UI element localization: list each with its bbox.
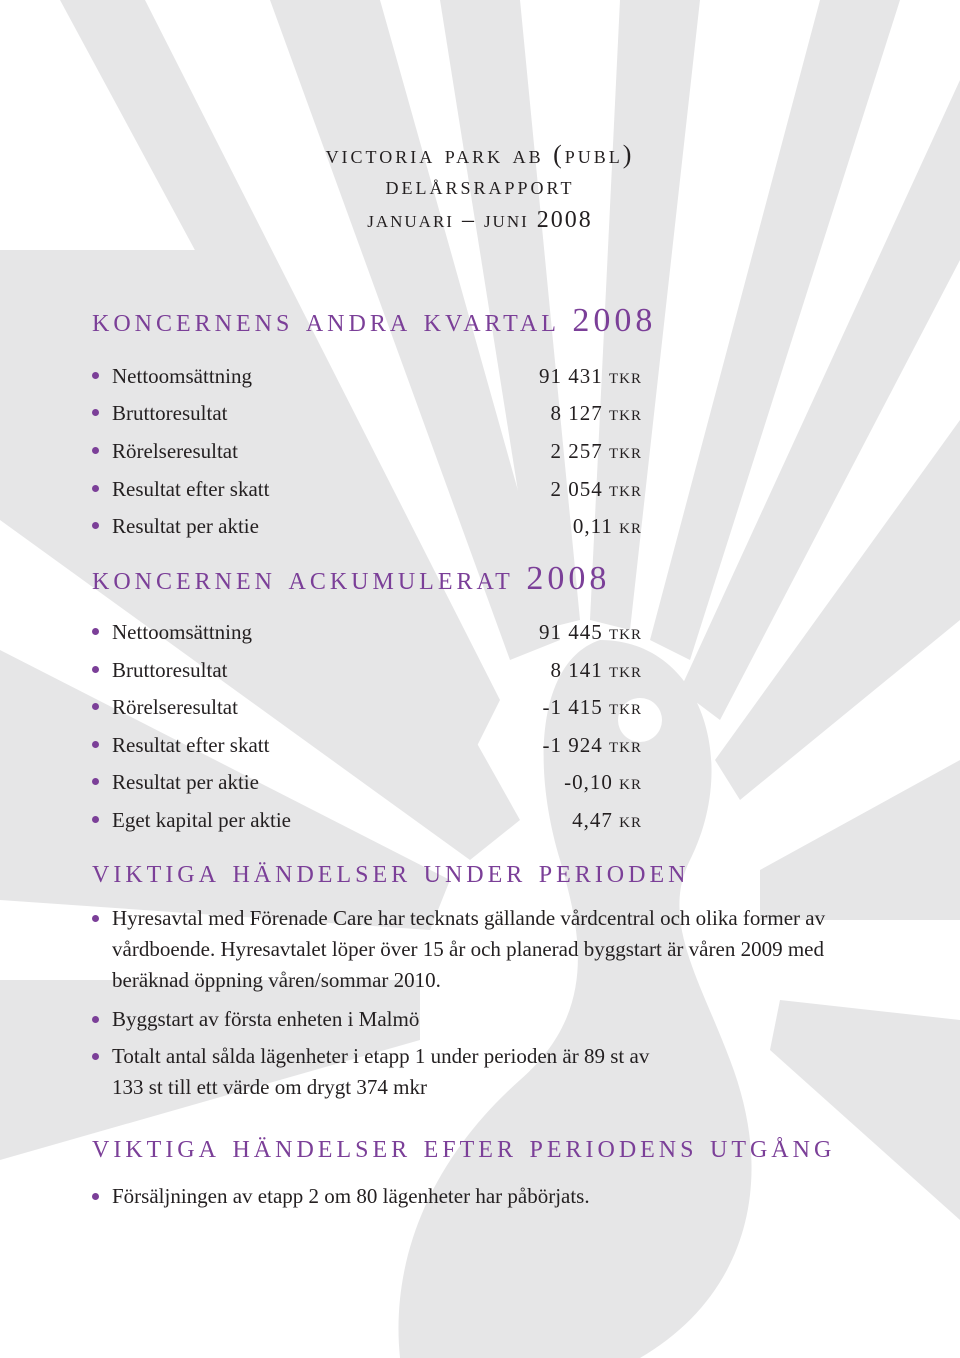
report-period: januari – juni 2008 <box>367 207 593 233</box>
bullet-icon <box>92 1016 99 1023</box>
bullet-icon <box>92 666 99 673</box>
kv-row <box>92 767 642 797</box>
kv-row <box>92 805 642 835</box>
section-title-after: viktiga händelser efter periodens utgång <box>92 1128 836 1165</box>
bullet-icon <box>92 703 99 710</box>
kv-label: Resultat efter skatt <box>112 733 270 757</box>
kv-value: 91 431 tkr <box>539 364 642 388</box>
event-text: Byggstart av första enheten i Malmö <box>112 1007 420 1031</box>
kv-value: 8 141 tkr <box>550 658 642 682</box>
kv-label: Resultat per aktie <box>112 514 259 538</box>
kv-value: 0,11 kr <box>572 514 642 538</box>
kv-value: -1 924 tkr <box>542 733 642 757</box>
kv-value: 4,47 kr <box>572 808 642 832</box>
kv-value: 8 127 tkr <box>550 401 642 425</box>
company-name: victoria park ab (publ) <box>325 140 635 169</box>
kv-row <box>92 361 642 391</box>
kv-value: 91 445 tkr <box>539 620 642 644</box>
bullet-icon <box>92 915 99 922</box>
kv-label: Nettoomsättning <box>112 620 252 644</box>
kv-row <box>92 511 642 541</box>
event-item <box>92 1041 652 1103</box>
kv-label: Resultat per aktie <box>112 770 259 794</box>
kv-row <box>92 474 642 504</box>
kv-value: 2 054 tkr <box>550 477 642 501</box>
bullet-icon <box>92 816 99 823</box>
section-title-ytd: koncernen ackumulerat 2008 <box>92 560 611 597</box>
bullet-icon <box>92 1053 99 1060</box>
kv-value: -0,10 kr <box>564 770 642 794</box>
event-text: Försäljningen av etapp 2 om 80 lägenheter har påbörjats. <box>112 1184 590 1208</box>
kv-value: -1 415 tkr <box>542 695 642 719</box>
section-title-q2: koncernens andra kvartal 2008 <box>92 302 657 339</box>
kv-value: 2 257 tkr <box>550 439 642 463</box>
kv-label: Rörelseresultat <box>112 439 238 463</box>
event-item <box>92 903 832 996</box>
kv-label: Resultat efter skatt <box>112 477 270 501</box>
kv-label: Bruttoresultat <box>112 401 228 425</box>
bullet-icon <box>92 447 99 454</box>
kv-label: Eget kapital per aktie <box>112 808 292 832</box>
kv-row <box>92 730 642 760</box>
kv-label: Nettoomsättning <box>112 364 252 388</box>
bullet-icon <box>92 778 99 785</box>
kv-label: Bruttoresultat <box>112 658 228 682</box>
bullet-icon <box>92 409 99 416</box>
kv-row <box>92 436 642 466</box>
kv-row <box>92 692 642 722</box>
bullet-icon <box>92 522 99 529</box>
report-type: delårsrapport <box>385 171 575 200</box>
bullet-icon <box>92 1193 99 1200</box>
event-item <box>92 1181 832 1212</box>
bullet-icon <box>92 485 99 492</box>
kv-row <box>92 398 642 428</box>
bullet-icon <box>92 372 99 379</box>
bullet-icon <box>92 628 99 635</box>
kv-row <box>92 617 642 647</box>
event-text: Totalt antal sålda lägenheter i etapp 1 under perioden är 89 st av 133 st till ett värde om drygt 374 mkr <box>112 1044 650 1099</box>
kv-label: Rörelseresultat <box>112 695 238 719</box>
event-item <box>92 1004 832 1035</box>
event-text: Hyresavtal med Förenade Care har tecknats gällande vårdcentral och olika former av vårdboende. Hyresavtalet löper över 15 år och planerad byggstart är våren 2009 med beräknad öppning våren/sommar 2010. <box>112 906 826 992</box>
bullet-icon <box>92 741 99 748</box>
kv-row <box>92 655 642 685</box>
section-title-events: viktiga händelser under perioden <box>92 853 690 890</box>
